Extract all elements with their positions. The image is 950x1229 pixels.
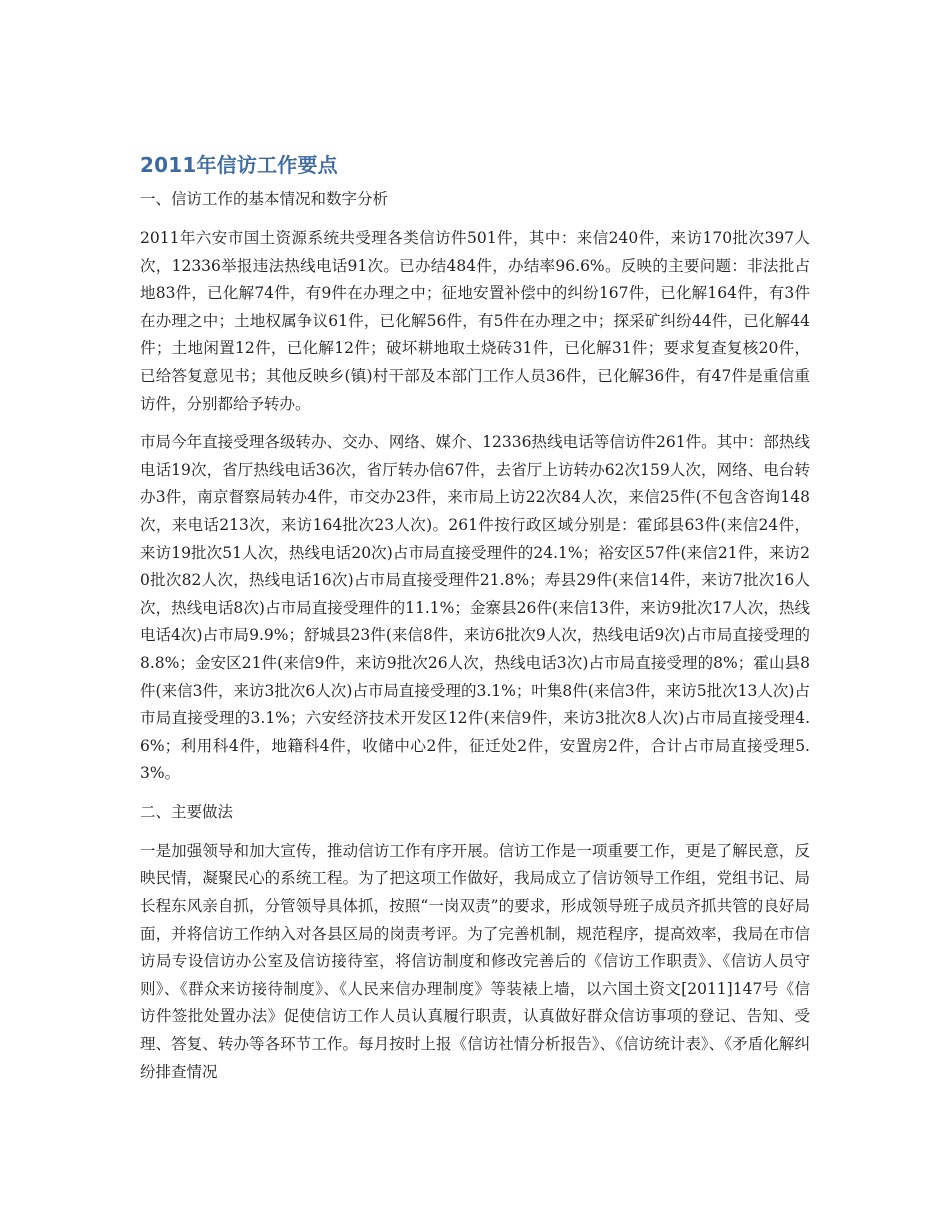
- document-page: [140, 150, 810, 1097]
- document-title: 2011年信访工作要点: [140, 153, 338, 177]
- section-heading-main-practices: 二、主要做法: [140, 802, 234, 821]
- paragraph-leadership-publicity: 一是加强领导和加大宣传，推动信访工作有序开展。信访工作是一项重要工作，更是了解民意，反映民情，凝聚民心的系统工程。为了把这项工作做好，我局成立了信访领导工作组，党组书记、局长程东风亲自抓，分管领导具体抓，按照“一岗双责”的要求，形成领导班子成员齐抓共管的良好局面，并将信访工作纳入对各县区局的岗责考评。为了完善机制，规范程序，提高效率，我局在市信访局专设信访办公室及信访接待室，将信访制度和修改完善后的《信访工作职责》、《信访人员守则》、《群众来访接待制度》、《人民来信办理制度》等装裱上墙，以六国土资文[2011]147号《信访件签批处置办法》促使信访工作人员认真履行职责，认真做好群众信访事项的登记、告知、受理、答复、转办等各环节工作。每月按时上报《信访社情分析报告》、《信访统计表》、《矛盾化解纠纷排查情况: [140, 841, 810, 1081]
- section-heading-basic-situation: 一、信访工作的基本情况和数字分析: [140, 190, 389, 208]
- paragraph-statistics-overview: 2011年六安市国土资源系统共受理各类信访件501件，其中：来信240件，来访170批次397人次，12336举报违法热线电话91次。已办结484件，办结率96.6%。反映的主要问题：非法批占地83件，已化解74件，有9件在办理之中；征地安置补偿中的纠纷167件，已化解164件，有3件在办理之中；土地权属争议61件，已化解56件，有5件在办理之中；探采矿纠纷44件，已化解44件；土地闲置12件，已化解12件；破坏耕地取土烧砖31件，已化解31件；要求复查复核20件，已给答复意见书；其他反映乡(镇)村干部及本部门工作人员36件，已化解36件，有47件是重信重访件，分别都给予转办。: [140, 229, 810, 413]
- paragraph-direct-acceptance: 市局今年直接受理各级转办、交办、网络、媒介、12336热线电话等信访件261件。其中：部热线电话19次，省厅热线电话36次，省厅转办信67件，去省厅上访转办62次159人次，网络、电台转办3件，南京督察局转办4件，市交办23件，来市局上访22次84人次，来信25件(不包含咨询148次，来电话213次，来访164批次23人次)。261件按行政区域分别是：霍邱县63件(来信24件，来访19批次51人次，热线电话20次)占市局直接受理件的24.1%；裕安区57件(来信21件，来访20批次82人次，热线电话16次)占市局直接受理件21.8%；寿县29件(来信14件，来访7批次16人次，热线电话8次)占市局直接受理件的11.1%；金寨县26件(来信13件，来访9批次17人次，热线电话4次)占市局9.9%；舒城县23件(来信8件，来访6批次9人次，热线电话9次)占市局直接受理的8.8%；金安区21件(来信9件，来访9批次26人次，热线电话3次)占市局直接受理的8%；霍山县8件(来信3件，来访3批次6人次)占市局直接受理的3.1%；叶集8件(来信3件，来访5批次13人次)占市局直接受理的3.1%；六安经济技术开发区12件(来信9件，来访3批次8人次)占市局直接受理4.6%；利用科4件，地籍科4件，收储中心2件，征迁处2件，安置房2件，合计占市局直接受理5.3%。: [140, 433, 810, 783]
